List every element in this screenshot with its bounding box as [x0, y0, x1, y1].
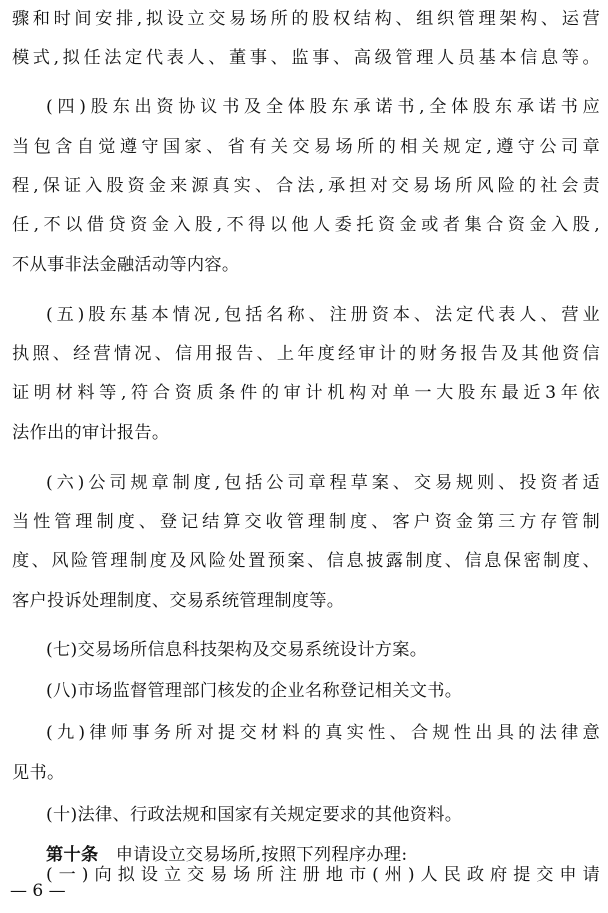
- text-line: 证明材料等,符合资质条件的审计机构对单一大股东最近3年依: [12, 383, 600, 403]
- text-line: 任,不以借贷资金入股,不得以他人委托资金或者集合资金入股,: [12, 215, 600, 235]
- paragraph-six-line: (六)公司规章制度,包括公司章程草案、交易规则、投资者适: [46, 473, 600, 493]
- text-line: 当包含自觉遵守国家、省有关交易场所的相关规定,遵守公司章: [12, 137, 600, 157]
- text-line: 见书。: [12, 763, 65, 783]
- paragraph-four-line: (四)股东出资协议书及全体股东承诺书,全体股东承诺书应: [46, 97, 600, 117]
- page-number: — 6 —: [10, 881, 66, 901]
- text-line: 当性管理制度、登记结算交收管理制度、客户资金第三方存管制: [12, 512, 600, 532]
- text-line: 客户投诉处理制度、交易系统管理制度等。: [12, 591, 345, 611]
- text-line: 不从事非法金融活动等内容。: [12, 255, 240, 275]
- text-line: 法作出的审计报告。: [12, 423, 170, 443]
- article-text: 申请设立交易场所,按照下列程序办理:: [115, 845, 408, 865]
- article-label: 第十条: [46, 845, 99, 865]
- procedure-one-line: (一)向拟设立交易场所注册地市(州)人民政府提交申请: [46, 865, 600, 885]
- paragraph-ten-line: (十)法律、行政法规和国家有关规定要求的其他资料。: [46, 805, 463, 825]
- paragraph-seven-line: (七)交易场所信息科技架构及交易系统设计方案。: [46, 640, 428, 660]
- paragraph-five-line: (五)股东基本情况,包括名称、注册资本、法定代表人、营业: [46, 305, 600, 325]
- text-line: 程,保证入股资金来源真实、合法,承担对交易场所风险的社会责: [12, 176, 600, 196]
- text-line: 模式,拟任法定代表人、董事、监事、高级管理人员基本信息等。: [12, 48, 600, 68]
- text-line: 骤和时间安排,拟设立交易场所的股权结构、组织管理架构、运营: [12, 9, 600, 29]
- paragraph-eight-line: (八)市场监督管理部门核发的企业名称登记相关文书。: [46, 681, 463, 701]
- text-line: 度、风险管理制度及风险处置预案、信息披露制度、信息保密制度、: [12, 551, 600, 571]
- text-line: 执照、经营情况、信用报告、上年度经审计的财务报告及其他资信: [12, 344, 600, 364]
- paragraph-nine-line: (九)律师事务所对提交材料的真实性、合规性出具的法律意: [46, 723, 600, 743]
